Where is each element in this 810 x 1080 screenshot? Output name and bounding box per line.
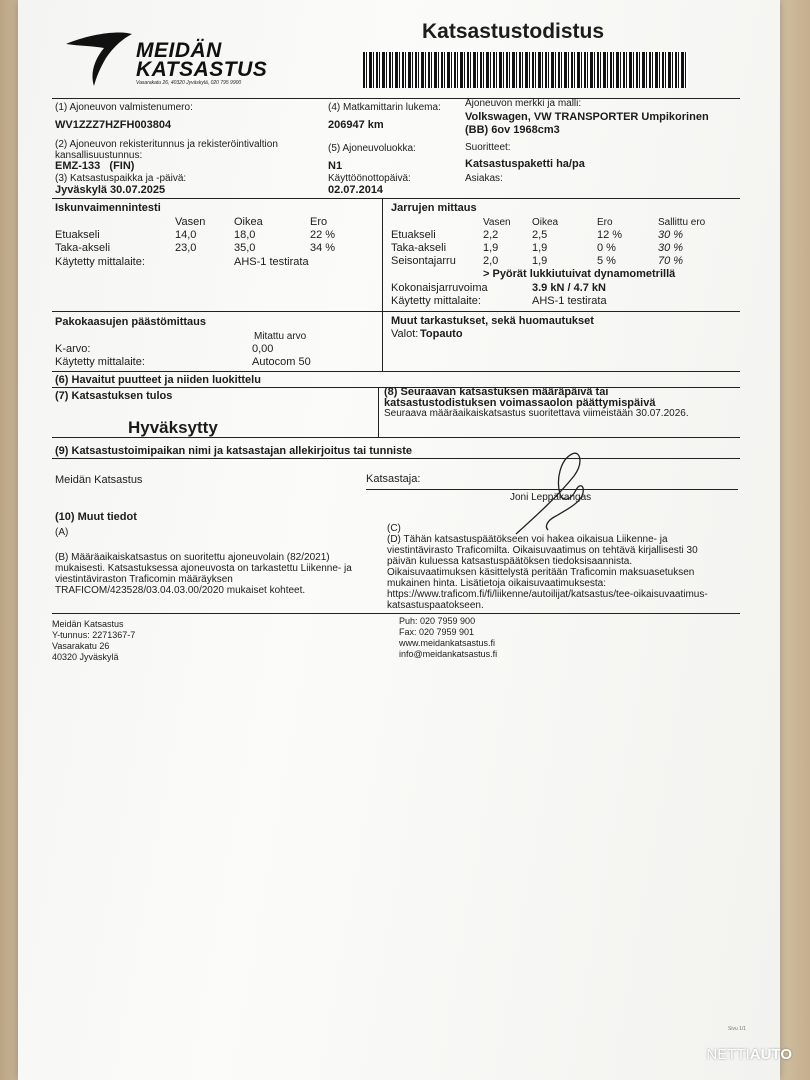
reg-label-1: (2) Ajoneuvon rekisteritunnus ja rekisteröintivaltion	[55, 139, 278, 150]
brakes-total-label: Kokonaisjarruvoima	[391, 282, 488, 294]
lights-value: Topauto	[420, 328, 463, 340]
logo-line2: KATSASTUS	[136, 58, 268, 81]
note-d-line: Oikaisuvaatimuksen käsittelystä peritään Traficomin maksuasetuksen	[387, 567, 695, 578]
shock-device-label: Käytetty mittalaite:	[55, 256, 145, 268]
section6-title: (6) Havaitut puutteet ja niiden luokittelu	[55, 374, 261, 386]
shock-row-right: 35,0	[234, 242, 256, 254]
emissions-device-label: Käytetty mittalaite:	[55, 356, 145, 368]
brakes-col-allowed: Sallittu ero	[658, 217, 706, 228]
customer-label: Asiakas:	[465, 173, 503, 184]
brakes-col-right: Oikea	[532, 217, 559, 228]
brakes-col-left: Vasen	[483, 217, 511, 228]
brake-row-name: Etuakseli	[391, 229, 436, 241]
barcode	[363, 52, 688, 88]
brakes-title: Jarrujen mittaus	[391, 202, 477, 214]
section10-title: (10) Muut tiedot	[55, 511, 137, 523]
inspector-label: Katsastaja:	[366, 473, 421, 485]
emissions-device: Autocom 50	[252, 356, 311, 368]
place-label: (3) Katsastuspaikka ja -päivä:	[55, 173, 187, 184]
brake-row-right: 1,9	[532, 242, 548, 254]
footer-website[interactable]: www.meidankatsastus.fi	[399, 638, 496, 648]
make-line1: Volkswagen, VW TRANSPORTER Umpikorinen	[465, 111, 709, 123]
shock-row-name: Etuakseli	[55, 229, 100, 241]
inspector-name: Joni Leppäkangas	[510, 492, 592, 503]
page-title: Katsastustodistus	[422, 20, 605, 43]
footer-company-line: Y-tunnus: 2271367-7	[52, 630, 136, 640]
brakes-device: AHS-1 testirata	[532, 295, 607, 307]
table-surface-right	[776, 0, 810, 1080]
emissions-measured-label: Mitattu arvo	[254, 331, 307, 342]
emissions-k-value: 0,00	[252, 343, 274, 355]
note-b-line: mukaisesti. Katsastuksessa ajoneuvosta on tarkastettu Liikenne- ja	[55, 563, 352, 574]
reg-value: EMZ-133 (FIN)	[55, 160, 135, 172]
make-line2: (BB) 6ov 1968cm3	[465, 124, 560, 136]
footer-phone: Puh: 020 7959 900	[399, 616, 476, 626]
brake-row-left: 2,0	[483, 255, 499, 267]
vin-value: WV1ZZZ7HZFH003804	[55, 119, 172, 131]
brake-row-diff: 5 %	[597, 255, 616, 267]
section8-title-1: (8) Seuraavan katsastuksen määräpäivä tai	[384, 386, 609, 398]
watermark-part1: NETTI	[706, 1046, 750, 1063]
section9-title: (9) Katsastustoimipaikan nimi ja katsastajan allekirjoitus tai tunniste	[55, 445, 412, 457]
first-use-value: 02.07.2014	[328, 184, 384, 196]
note-d	[387, 534, 708, 611]
shock-title: Iskunvaimennintesti	[55, 202, 161, 214]
note-b-line: (B) Määräaikaiskatsastus on suoritettu ajoneuvolain (82/2021)	[55, 552, 330, 563]
note-d-line: päivän kuluessa katsastuspäätöksen tiedoksisaannista.	[387, 556, 633, 567]
brake-row-right: 2,5	[532, 229, 548, 241]
class-value: N1	[328, 160, 343, 172]
shock-col-diff: Ero	[310, 216, 328, 228]
result-value: Hyväksytty	[128, 418, 218, 437]
class-label: (5) Ajoneuvoluokka:	[328, 143, 416, 154]
shock-col-right: Oikea	[234, 216, 263, 228]
shock-row-left: 14,0	[175, 229, 197, 241]
brake-row-name: Taka-akseli	[391, 242, 447, 254]
footer-email[interactable]: info@meidankatsastus.fi	[399, 649, 498, 659]
vin-label: (1) Ajoneuvon valmistenumero:	[55, 102, 193, 113]
brake-row-allowed: 30 %	[658, 242, 684, 254]
lights-label: Valot:	[391, 328, 419, 340]
performed-label: Suoritteet:	[465, 142, 511, 153]
footer-contact	[399, 616, 497, 660]
note-d-line: viestintävirasto Traficomilta. Oikaisuvaatimus on tehtävä kirjallisesti 30	[387, 545, 698, 556]
footer-company	[52, 619, 135, 663]
section8-title-2: katsastustodistuksen voimassaolon päättymispäivä	[384, 397, 656, 409]
odometer-label: (4) Matkamittarin lukema:	[328, 102, 441, 113]
brake-row-diff: 12 %	[597, 229, 623, 241]
signature-icon	[496, 446, 606, 536]
reg-label-2: kansallisuustunnus:	[55, 150, 143, 161]
brakes-note: > Pyörät lukkiutuivat dynamometrillä	[483, 268, 676, 280]
section8-text: Seuraava määräaikaiskatsastus suoritettava viimeistään 30.07.2026.	[384, 408, 689, 419]
brake-row-left: 2,2	[483, 229, 499, 241]
shock-row-name: Taka-akseli	[55, 242, 111, 254]
make-label: Ajoneuvon merkki ja malli:	[465, 98, 582, 109]
footer-fax: Fax: 020 7959 901	[399, 627, 475, 637]
brake-row-right: 1,9	[532, 255, 548, 267]
section7-title: (7) Katsastuksen tulos	[55, 390, 173, 402]
shock-col-left: Vasen	[175, 216, 206, 228]
logo-address: Vasarakatu 26, 40320 Jyväskylä, 020 795 9900	[136, 80, 242, 86]
note-d-line: katsastuspaatokseen.	[387, 600, 484, 611]
note-b-line: viestintäviraston Traficomin määräyksen	[55, 574, 233, 585]
note-c: (C)	[387, 523, 401, 534]
shock-row-diff: 34 %	[310, 242, 336, 254]
note-d-line: mukainen hinta. Lisätietoja oikaisuvaatimuksesta:	[387, 578, 607, 589]
note-a: (A)	[55, 527, 69, 538]
emissions-k-label: K-arvo:	[55, 343, 91, 355]
certificate-paper	[18, 0, 780, 1080]
watermark-part2: AUTO	[749, 1046, 792, 1063]
shock-row-left: 23,0	[175, 242, 197, 254]
odometer-value: 206947 km	[328, 119, 384, 131]
note-b	[55, 552, 352, 596]
brakes-total: 3.9 kN / 4.7 kN	[532, 282, 606, 294]
note-d-line: (D) Tähän katsastuspäätökseen voi hakea oikaisua Liikenne- ja	[387, 534, 668, 545]
brakes-device-label: Käytetty mittalaite:	[391, 295, 481, 307]
swoosh-logo-icon	[64, 30, 134, 88]
note-b-line: TRAFICOM/423528/03.04.03.00/2020 mukaiset kohteet.	[55, 585, 306, 596]
first-use-label: Käyttöönottopäivä:	[328, 173, 411, 184]
brake-row-left: 1,9	[483, 242, 499, 254]
brake-row-diff: 0 %	[597, 242, 616, 254]
brake-row-allowed: 30 %	[658, 229, 684, 241]
brake-row-name: Seisontajarru	[391, 255, 456, 267]
place-value: Jyväskylä 30.07.2025	[55, 184, 166, 196]
footer-company-line: Meidän Katsastus	[52, 619, 124, 629]
station-name: Meidän Katsastus	[55, 474, 143, 486]
shock-row-diff: 22 %	[310, 229, 336, 241]
emissions-title: Pakokaasujen päästömittaus	[55, 316, 207, 328]
page-mark: Sivu 1/1	[728, 1026, 747, 1032]
footer-company-line: Vasarakatu 26	[52, 641, 110, 651]
footer-company-line: 40320 Jyväskylä	[52, 652, 119, 662]
nettiauto-watermark	[706, 1046, 792, 1063]
logo-line1: MEIDÄN	[136, 39, 222, 62]
brakes-col-diff: Ero	[597, 217, 613, 228]
brake-row-allowed: 70 %	[658, 255, 684, 267]
performed-value: Katsastuspaketti ha/pa	[465, 158, 585, 170]
shock-row-right: 18,0	[234, 229, 256, 241]
other-checks-title: Muut tarkastukset, sekä huomautukset	[391, 315, 594, 327]
shock-device: AHS-1 testirata	[234, 256, 309, 268]
note-d-line: https://www.traficom.fi/fi/liikenne/autoilijat/katsastus/tee-oikaisuvaatimus-	[387, 589, 708, 600]
